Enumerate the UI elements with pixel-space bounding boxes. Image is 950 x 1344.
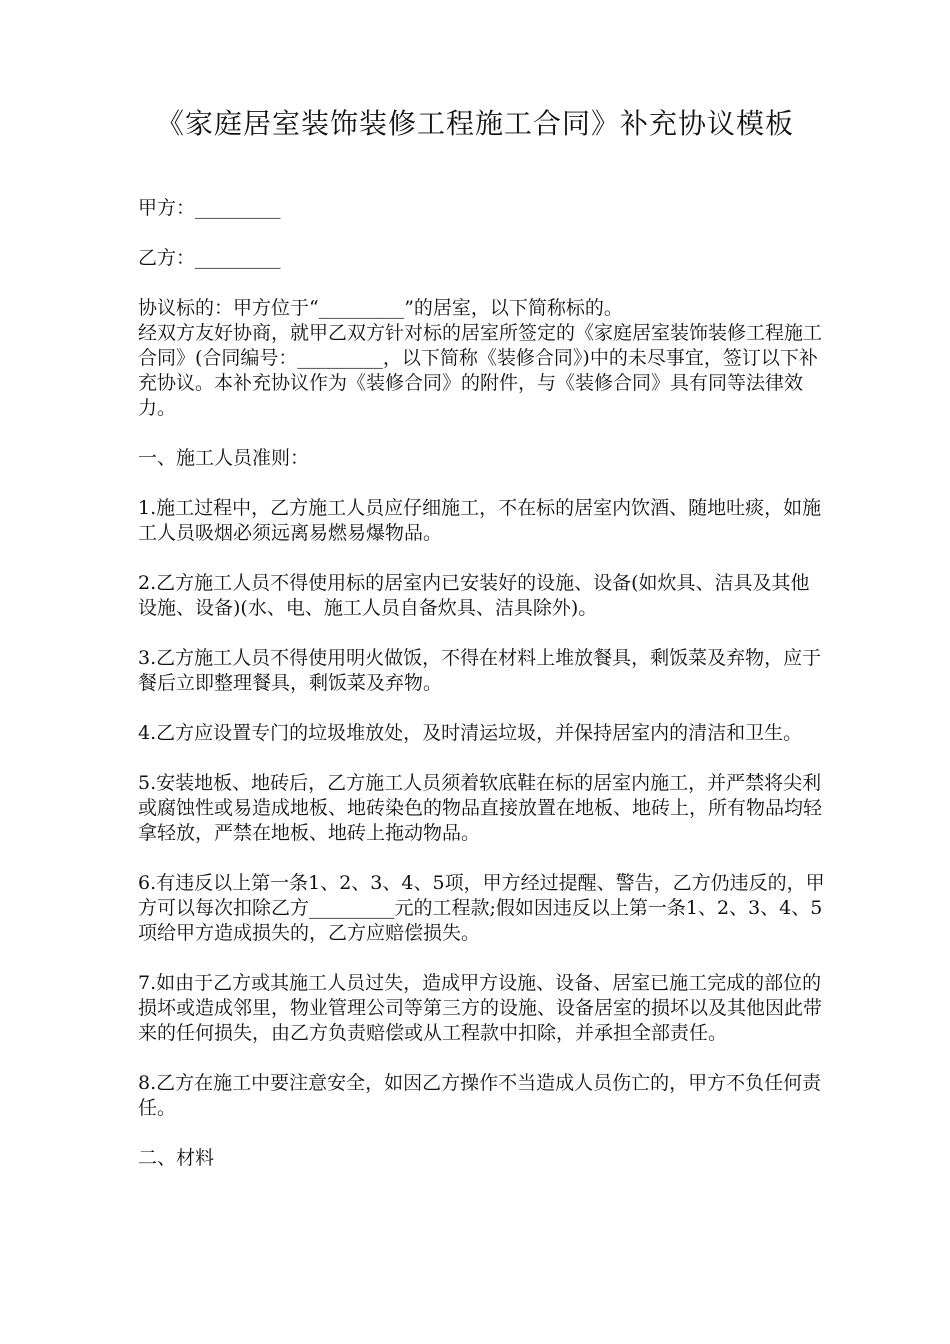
clause-3: 3.乙方施工人员不得使用明火做饭，不得在材料上堆放餐具，剩饭菜及弃物，应于餐后立即整理餐具，剩饭菜及弃物。 bbox=[138, 647, 822, 694]
clause-6: 6.有违反以上第一条1、2、3、4、5项，甲方经过提醒、警告，乙方仍违反的，甲方可以每次扣除乙方_________元的工程款;假如因违反以上第一条1、2、3、4、5项给甲方造成损失的，乙方应赔偿损失。 bbox=[138, 872, 825, 944]
section-heading-2: 二、材料 bbox=[138, 1147, 215, 1169]
party-b-line: 乙方：_________ bbox=[138, 247, 281, 269]
agreement-preamble: 经双方友好协商，就甲乙双方针对标的居室所签定的《家庭居室装饰装修工程施工合同》(合同编号：_________，以下简称《装修合同》)中的未尽事宜，签订以下补充协议。本补充协议作为《装修合同》的附件，与《装修合同》具有同等法律效力。 bbox=[138, 322, 823, 419]
clause-1: 1.施工过程中，乙方施工人员应仔细施工，不在标的居室内饮酒、随地吐痰，如施工人员吸烟必须远离易燃易爆物品。 bbox=[138, 497, 822, 544]
section-heading-1: 一、施工人员准则： bbox=[138, 447, 310, 469]
party-a-line: 甲方：_________ bbox=[138, 197, 281, 219]
clause-8: 8.乙方在施工中要注意安全，如因乙方操作不当造成人员伤亡的，甲方不负任何责任。 bbox=[138, 1072, 822, 1119]
clause-5: 5.安装地板、地砖后，乙方施工人员须着软底鞋在标的居室内施工，并严禁将尖利或腐蚀性或易造成地板、地砖染色的物品直接放置在地板、地砖上，所有物品均轻拿轻放，严禁在地板、地砖上拖动物品。 bbox=[138, 772, 823, 844]
document-title: 《家庭居室装饰装修工程施工合同》补充协议模板 bbox=[155, 107, 794, 140]
clause-7: 7.如由于乙方或其施工人员过失，造成甲方设施、设备、居室已施工完成的部位的损坏或造成邻里，物业管理公司等第三方的设施、设备居室的损坏以及其他因此带来的任何损失，由乙方负责赔偿或从工程款中扣除，并承担全部责任。 bbox=[138, 972, 823, 1044]
clause-2: 2.乙方施工人员不得使用标的居室内已安装好的设施、设备(如炊具、洁具及其他设施、设备)(水、电、施工人员自备炊具、洁具除外)。 bbox=[138, 572, 810, 619]
agreement-subject: 协议标的：甲方位于“_________”的居室，以下简称标的。 bbox=[138, 297, 623, 319]
clause-4: 4.乙方应设置专门的垃圾堆放处，及时清运垃圾，并保持居室内的清洁和卫生。 bbox=[138, 722, 803, 744]
document-body bbox=[138, 196, 828, 1171]
